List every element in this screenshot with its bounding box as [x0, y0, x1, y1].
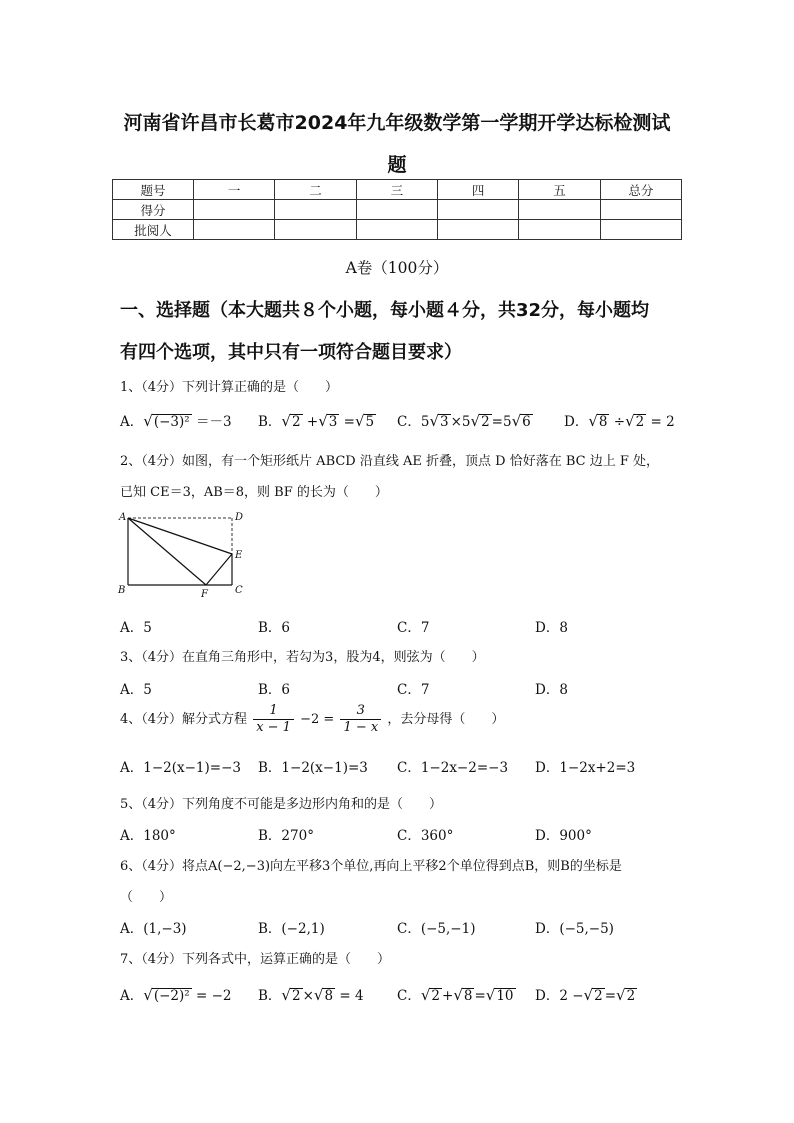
question-4-option-b: B．1−2(x−1)=3: [258, 760, 368, 776]
question-4-stem: 4、（4分）解分式方程 $\frac{1}{x - 1}$ −2 = $\frac{3}{1 - x}$ ，去分母得（ ）: [120, 703, 505, 735]
question-1-option-d: D．√8 ÷√2 = 2: [564, 412, 675, 430]
vertex-label-e: E: [235, 550, 243, 561]
question-3-option-b: B．6: [258, 682, 291, 698]
score-cell: [275, 220, 356, 240]
question-5-option-d: D．900°: [535, 828, 592, 844]
score-header-cell: 总分: [600, 180, 681, 200]
paper-section-label: A卷（100分）: [345, 259, 449, 277]
score-cell: [519, 200, 600, 220]
score-header-cell: 五: [519, 180, 600, 200]
question-6-option-b: B．(−2,1): [258, 921, 325, 937]
question-5-option-a: A．180°: [120, 828, 176, 844]
score-header-cell: 一: [194, 180, 275, 200]
question-3-option-a: A．5: [120, 682, 152, 698]
question-6-option-d: D．(−5,−5): [535, 921, 614, 937]
question-2-option-c: C．7: [397, 620, 430, 636]
question-7-option-b: B．√2 ×√8 = 4: [258, 986, 364, 1004]
question-4-option-a: A．1−2(x−1)=−3: [120, 760, 241, 776]
score-header-cell: 三: [356, 180, 437, 200]
question-7-option-c: C．√2 +√8 =√10: [397, 986, 514, 1004]
question-2-option-d: D．8: [535, 620, 568, 636]
question-6-option-c: C．(−5,−1): [397, 921, 476, 937]
question-1-option-c: C．5√3 ×5√2 =5√6: [397, 412, 531, 430]
question-1-option-b: B．√2 +√3 =√5: [258, 412, 375, 430]
score-cell: [356, 220, 437, 240]
question-3-option-c: C．7: [397, 682, 430, 698]
question-7-option-d: D．2 −√2 =√2: [535, 986, 636, 1004]
fold-line-ae: [128, 518, 232, 554]
question-6-option-a: A．(1,−3): [120, 921, 187, 937]
question-3-stem: 3、（4分）在直角三角形中，若勾为3，股为4，则弦为（ ）: [120, 650, 485, 665]
question-6-stem-line2: （ ）: [120, 890, 173, 905]
score-cell: [519, 220, 600, 240]
score-table-row: [113, 200, 682, 220]
score-table-header-row: [113, 180, 682, 200]
score-row-label: 得分: [113, 200, 194, 220]
fraction-2: $\frac{3}{1 - x}$: [340, 703, 381, 736]
score-header-cell: 四: [437, 180, 518, 200]
vertex-label-d: D: [235, 512, 244, 523]
question-6-stem-line1: 6、（4分）将点A(−2,−3)向左平移3个单位,再向上平移2个单位得到点B，则B的坐标是: [120, 859, 622, 874]
segment-af: [128, 518, 206, 585]
question-2-option-a: A．5: [120, 620, 152, 636]
exam-title-line1: 河南省许昌市长葛市2024年九年级数学第一学期开学达标检测试: [123, 112, 671, 134]
score-row-label: 批阅人: [113, 220, 194, 240]
exam-title-line2: 题: [387, 154, 407, 176]
vertex-label-c: C: [235, 585, 243, 596]
question-4-option-d: D．1−2x+2=3: [535, 760, 636, 776]
question-5-option-c: C．360°: [397, 828, 454, 844]
score-cell: [194, 220, 275, 240]
fraction-1: $\frac{1}{x - 1}$: [253, 703, 294, 736]
score-header-cell: 二: [275, 180, 356, 200]
score-cell: [600, 220, 681, 240]
score-cell: [194, 200, 275, 220]
vertex-label-b: B: [118, 585, 126, 596]
vertex-label-a: A: [119, 512, 127, 523]
question-5-stem: 5、（4分）下列角度不可能是多边形内角和的是（ ）: [120, 797, 443, 812]
score-cell: [600, 200, 681, 220]
question-5-option-b: B．270°: [258, 828, 314, 844]
score-header-cell: 题号: [113, 180, 194, 200]
question-3-option-d: D．8: [535, 682, 568, 698]
question-1-option-a: A．√(−3)² ＝－3: [120, 412, 232, 430]
score-cell: [437, 220, 518, 240]
score-cell: [437, 200, 518, 220]
rectangle-fold-figure: [116, 508, 256, 600]
score-table: [112, 179, 682, 240]
question-2-stem-line2: 已知 CE＝3，AB＝8，则 BF 的长为（ ）: [120, 485, 388, 500]
score-cell: [356, 200, 437, 220]
question-2-stem-line1: 2、（4分）如图，有一个矩形纸片 ABCD 沿直线 AE 折叠，顶点 D 恰好落在 BC 边上 F 处，: [120, 454, 659, 469]
score-table-row: [113, 220, 682, 240]
segment-fe: [206, 554, 232, 585]
question-7-stem: 7、（4分）下列各式中，运算正确的是（ ）: [120, 952, 391, 967]
score-cell: [275, 200, 356, 220]
section-heading-line1: 一、选择题（本大题共８个小题，每小题４分，共32分，每小题均: [120, 300, 650, 321]
vertex-label-f: F: [201, 589, 208, 600]
question-4-option-c: C．1−2x−2=−3: [397, 760, 509, 776]
section-heading-line2: 有四个选项，其中只有一项符合题目要求）: [120, 342, 462, 363]
question-7-option-a: A．√(−2)² = −2: [120, 986, 232, 1004]
question-1-stem: 1、（4分）下列计算正确的是（ ）: [120, 380, 339, 395]
question-2-option-b: B．6: [258, 620, 291, 636]
